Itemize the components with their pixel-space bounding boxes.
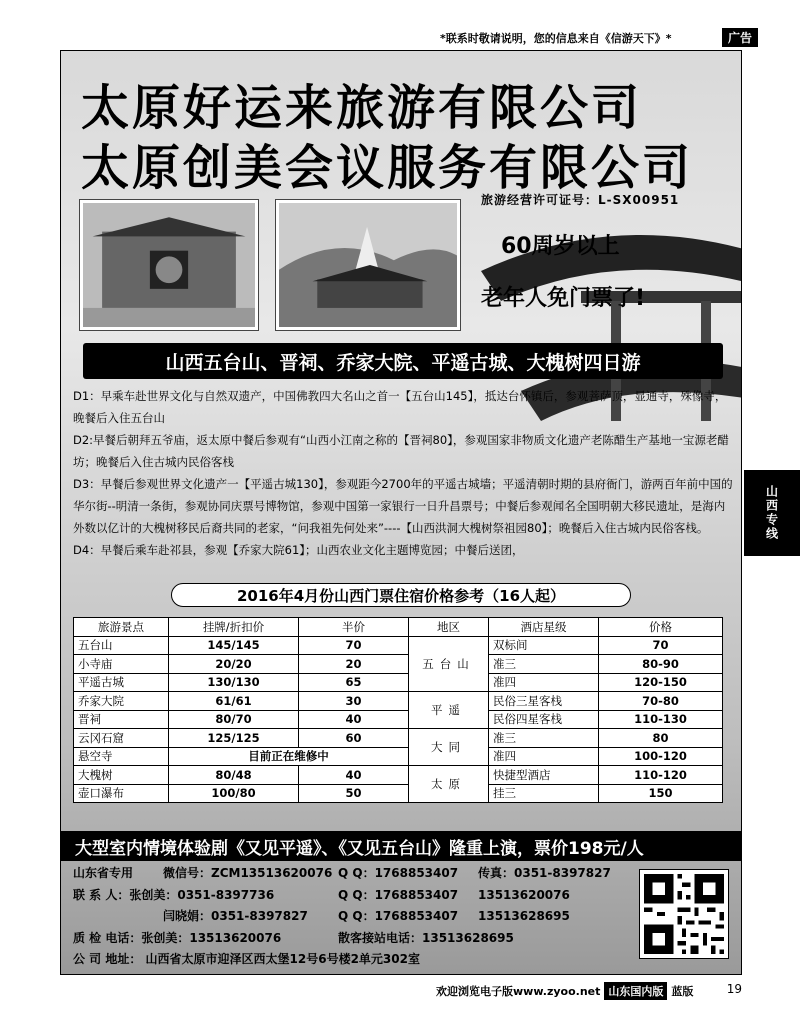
- qr-code-icon: [639, 869, 729, 959]
- promo-line-2: 老年人免门票了!: [481, 286, 646, 311]
- itinerary-day-3: D3：早餐后参观世界文化遗产一【平遥古城130】，参观距今2700年的平遥古城墙；平遥清朝时期的县府衙门，游两百年前中国的华尔街--明清一条街，参观协同庆票号博物馆，参观中国第一家银行一日升昌票号；中餐后参观闻名全国明朝大移民遗址，是海内外数以亿计的大槐树移民后裔共同的老家，“问我祖先何处来”----【山西洪洞大槐树祭祖园80】；晚餐后入住古城内民俗客栈。: [73, 477, 733, 535]
- price-table: [73, 617, 723, 803]
- contact-row: 联 系 人：张创美：0351-8397736 Q Q：1768853407 13513620076: [73, 887, 570, 902]
- col-price: 挂牌/折扣价: [169, 618, 299, 637]
- table-header-row: [74, 618, 723, 637]
- source-note: *联系时敬请说明，您的信息来自《信游天下》*: [440, 32, 672, 45]
- itinerary-day-1: D1：早乘车赴世界文化与自然双遗产，中国佛教四大名山之首一【五台山145】，抵达台怀镇后，参观菩萨顶，显通寺，殊像寺，晚餐后入住五台山: [73, 389, 727, 425]
- route-title: 山西五台山、晋祠、乔家大院、平遥古城、大槐树四日游: [83, 343, 723, 379]
- table-row: 五台山 145/145 70 五台山 双标间 70: [74, 636, 723, 655]
- company-title-1: 太原好运来旅游有限公司: [81, 80, 643, 136]
- col-hotel: 酒店星级: [489, 618, 599, 637]
- license-number: 旅游经营许可证号：L-SX00951: [481, 193, 680, 207]
- col-spot: 旅游景点: [74, 618, 169, 637]
- table-row: 壶口瀑布 100/80 50 挂三 150: [74, 784, 723, 803]
- side-category-tab: 山西专线: [744, 470, 800, 556]
- promo-line-1: 60周岁以上: [501, 234, 620, 259]
- col-half: 半价: [299, 618, 409, 637]
- table-row: 大槐树 80/48 40 太原 快捷型酒店 110-120: [74, 766, 723, 785]
- contact-row: 闫晓娟：0351-8397827 Q Q：1768853407 13513628695: [163, 909, 570, 923]
- version-label: 蓝版: [671, 985, 694, 998]
- footer-website: 欢迎浏览电子版www.zyoo.net: [436, 985, 601, 998]
- ad-badge: 广告: [722, 28, 758, 47]
- page-number: 19: [726, 982, 742, 996]
- edition-badge: 山东国内版: [604, 982, 667, 1000]
- photo-root-gate: [79, 199, 259, 331]
- table-row: 平遥古城 130/130 65 准四 120-150: [74, 673, 723, 692]
- company-title-2: 太原创美会议服务有限公司: [81, 140, 694, 196]
- table-row: 乔家大院 61/61 30 平遥 民俗三星客栈 70-80: [74, 692, 723, 711]
- itinerary-day-4: D4：早餐后乘车赴祁县，参观【乔家大院61】；山西农业文化主题博览园；中餐后送团，: [73, 543, 524, 557]
- table-row: 小寺庙 20/20 20 准三 80-90: [74, 655, 723, 674]
- table-row: 晋祠 80/70 40 民俗四星客栈 110-130: [74, 710, 723, 729]
- table-row: 云冈石窟 125/125 60 大同 准三 80: [74, 729, 723, 748]
- price-table-title: 2016年4月份山西门票住宿价格参考（16人起）: [171, 583, 631, 607]
- contact-row: 山东省专用 微信号：ZCM13513620076 Q Q：1768853407 传真：0351-8397827: [73, 866, 611, 880]
- contact-block: [73, 863, 633, 971]
- contact-row: 公 司 地址： 山西省太原市迎泽区西太堡12号6号楼2单元302室: [73, 952, 420, 966]
- col-hotel-price: 价格: [599, 618, 723, 637]
- photo-wutai-temple: [275, 199, 461, 331]
- itinerary: [73, 385, 733, 561]
- col-region: 地区: [409, 618, 489, 637]
- contact-row: 质 检 电话：张创美：13513620076 散客接站电话：13513628695: [73, 930, 514, 945]
- show-banner: 大型室内情境体验剧《又见平遥》、《又见五台山》隆重上演，票价198元/人: [61, 831, 742, 861]
- table-row: 悬空寺 目前正在维修中 准四 100-120: [74, 747, 723, 766]
- advertisement-panel: [60, 50, 742, 975]
- itinerary-day-2: D2:早餐后朝拜五爷庙，返太原中餐后参观有“山西小江南之称的【晋祠80】，参观国家非物质文化遗产老陈醋生产基地一宝源老醋坊；晚餐后入住古城内民俗客栈: [73, 433, 729, 469]
- footer: [436, 982, 693, 1000]
